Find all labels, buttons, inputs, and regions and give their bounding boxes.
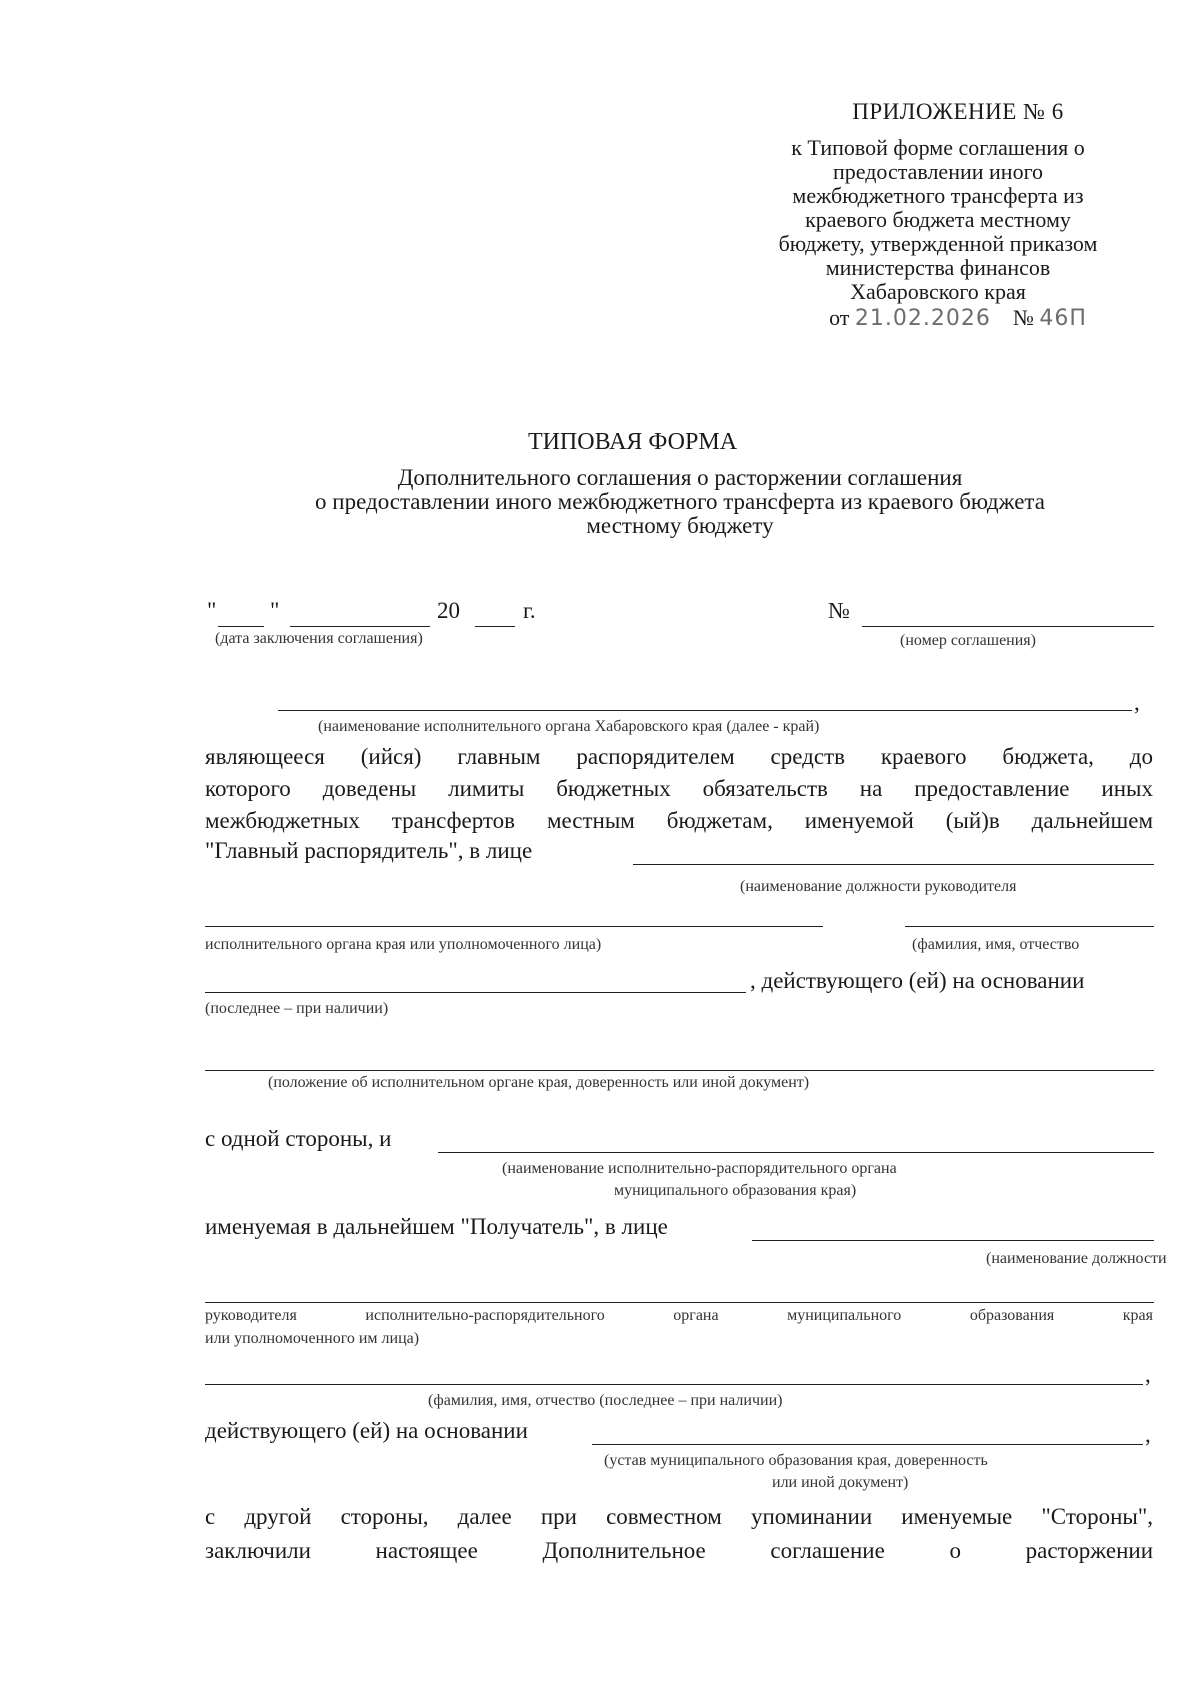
handwritten-number: 46П [1039,306,1087,331]
comma: , [1145,1422,1151,1447]
organ-name-blank[interactable] [278,710,1132,711]
comma: , [1145,1362,1151,1387]
date-prefix: от [829,305,850,330]
paragraph-line: являющееся (ийся) главным распорядителем средств краевого бюджета, до [205,744,1153,769]
appendix-line: к Типовой форме соглашения о [791,135,1085,160]
caption-fio: (фамилия, имя, отчество (последнее – при наличии) [428,1392,783,1409]
recipient-position-blank[interactable] [752,1240,1154,1241]
paragraph-line: которого доведены лимиты бюджетных обязательств на предоставление иных [205,776,1153,801]
title-line: местному бюджету [586,513,774,538]
quote-close: " [270,598,280,623]
number-caption: (номер соглашения) [900,632,1036,649]
handwritten-date: 21.02.2026 [854,306,991,331]
caption-organ: (наименование исполнительного органа Хабаровского края (далее - край) [318,718,820,735]
municipal-organ-blank[interactable] [438,1152,1154,1153]
paragraph-line: "Главный распорядитель", в лице [205,838,533,863]
appendix-title: ПРИЛОЖЕНИЕ № 6 [852,99,1064,124]
number-sign: № [828,598,850,623]
acting-basis-text: действующего (ей) на основании [205,1418,528,1443]
paragraph-line: с другой стороны, далее при совместном упоминании именуемые "Стороны", [205,1504,1153,1529]
appendix-line: министерства финансов [825,255,1051,280]
caption-municipal-organ: муниципального образования края) [614,1182,857,1199]
head-fio-blank[interactable] [905,926,1154,927]
caption-fio: (фамилия, имя, отчество [912,936,1080,953]
day-blank[interactable] [218,626,264,627]
number-prefix: № [1012,305,1034,330]
recipient-position-cont-blank[interactable] [205,1302,1154,1303]
appendix-block [728,100,1148,331]
appendix-line: краевого бюджета местному [805,207,1071,232]
caption-organ-or-person: исполнительного органа края или уполномоченного лица) [205,936,602,953]
caption-position: (наименование должности [986,1250,1167,1267]
acting-basis-text: , действующего (ей) на основании [750,968,1085,993]
caption-charter: (устав муниципального образования края, доверенность [604,1452,988,1469]
recipient-fio-blank[interactable] [205,1384,1143,1385]
head-position-blank[interactable] [633,864,1154,865]
month-blank[interactable] [290,626,430,627]
one-side-text: с одной стороны, и [205,1126,392,1151]
caption-position: (наименование должности руководителя [740,878,1017,895]
appendix-line: предоставлении иного [832,159,1044,184]
year-suffix: г. [523,598,536,623]
quote-open: " [207,598,217,623]
title-line: Дополнительного соглашения о расторжении соглашения [397,465,963,490]
head-position-cont-blank[interactable] [205,926,823,927]
appendix-line: Хабаровского края [850,279,1026,304]
basis-document-blank[interactable] [205,1070,1154,1071]
recipient-text: именуемая в дальнейшем "Получатель", в лице [205,1214,668,1239]
date-caption: (дата заключения соглашения) [215,630,423,647]
document-title: ТИПОВАЯ ФОРМА [527,429,738,455]
charter-blank[interactable] [592,1444,1143,1445]
appendix-date-line [768,306,1148,331]
document-title-block [200,430,1160,538]
year-blank[interactable] [475,626,515,627]
caption-charter: или иной документ) [772,1474,909,1491]
caption-basis: (положение об исполнительном органе края, доверенность или иной документ) [268,1074,810,1091]
caption-last-name: (последнее – при наличии) [205,1000,389,1017]
paragraph-line: заключили настоящее Дополнительное соглашение о расторжении [205,1538,1153,1563]
caption-head: руководителя исполнительно-распорядительного органа муниципального образования края [205,1307,1153,1324]
caption-municipal-organ: (наименование исполнительно-распорядительного органа [502,1160,897,1177]
year-prefix: 20 [437,598,460,623]
comma: , [1134,690,1140,715]
agreement-number-blank[interactable] [862,626,1154,627]
paragraph-line: межбюджетных трансфертов местным бюджетам, именуемой (ый)в дальнейшем [205,808,1153,833]
head-fio-cont-blank[interactable] [205,992,746,993]
title-line: о предоставлении иного межбюджетного трансферта из краевого бюджета [315,489,1045,514]
caption-head: или уполномоченного им лица) [205,1330,420,1347]
appendix-line: межбюджетного трансферта из [792,183,1084,208]
appendix-line: бюджету, утвержденной приказом [778,231,1098,256]
